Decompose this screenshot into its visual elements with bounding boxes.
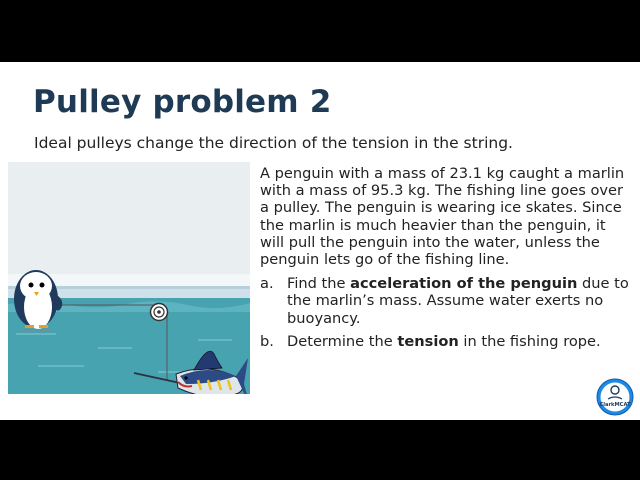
penguin-marlin-illustration: [8, 162, 250, 394]
question-a: a. Find the acceleration of the penguin due to the marlin’s mass. Assume water exerts no buoyancy.: [260, 275, 629, 327]
clarkmcat-logo: [596, 378, 634, 416]
question-marker: a.: [260, 275, 274, 293]
question-marker: b.: [260, 332, 274, 350]
slide-title: Pulley problem 2: [33, 84, 332, 120]
question-b: b. Determine the tension in the fishing rope.: [260, 332, 601, 350]
pulley-icon: [151, 304, 168, 321]
problem-intro: A penguin with a mass of 23.1 kg caught a marlin with a mass of 95.3 kg. The fishing line goes over a pulley. The penguin is wearing ice skates. Since the marlin is much heavier than the penguin, it will pull the penguin into the water, unless the penguin lets go of the fishing line.: [260, 165, 625, 269]
logo-text: ClarkMCAT: [599, 402, 631, 408]
question-list: [260, 275, 632, 350]
slide: [0, 62, 640, 420]
slide-subtitle: Ideal pulleys change the direction of the tension in the string.: [34, 134, 513, 152]
problem-text: [260, 165, 632, 356]
